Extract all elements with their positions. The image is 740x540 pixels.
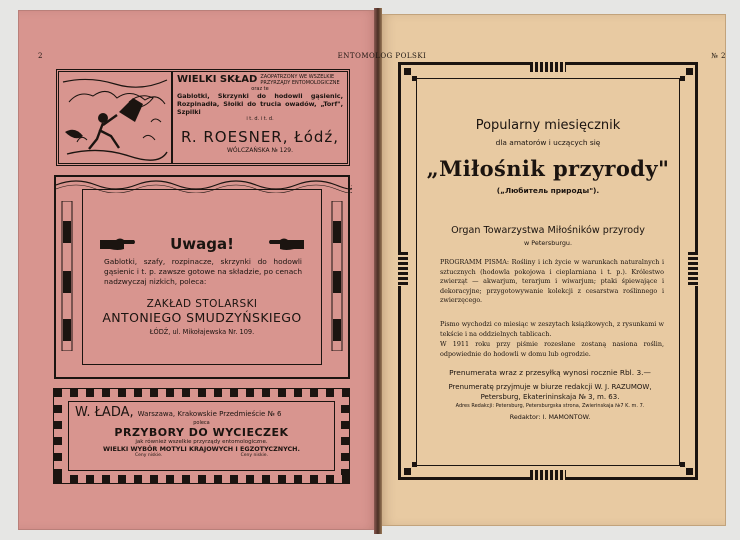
redaktor: Redaktor: I. MAMONTOW. xyxy=(509,413,591,421)
ceny-left: Ceny niskie. xyxy=(135,453,163,458)
corner-square xyxy=(404,68,411,75)
insect-collector-illustration xyxy=(59,72,173,163)
corner-square xyxy=(404,468,411,475)
lada-address: Warszawa, Krakowskie Przedmieście № 6 xyxy=(137,410,282,418)
corner-square xyxy=(412,76,417,81)
checker-border-left xyxy=(54,397,62,475)
checker-border-bottom xyxy=(54,475,349,483)
corner-square xyxy=(412,462,417,467)
corner-square xyxy=(680,462,685,467)
ad-roesner xyxy=(56,69,350,166)
zaklad-stolarski: ZAKŁAD STOLARSKI xyxy=(146,298,258,310)
lada-jak: jak również wszelkie przyrządy entomologiczne. xyxy=(135,439,268,445)
dla-amatorow: dla amatorów i uczących się xyxy=(495,138,601,147)
journal-title: ENTOMOLOG POLSKI xyxy=(337,52,427,60)
corner-square xyxy=(680,76,685,81)
przybory: PRZYBORY DO WYCIECZEK xyxy=(114,426,289,439)
milosnik-title: „Miłośnik przyrody" xyxy=(426,156,670,181)
oraz: oraz te xyxy=(251,86,269,92)
right-column-ornament-icon xyxy=(330,201,344,351)
book-spine xyxy=(374,8,382,534)
smudzynski-name: ANTONIEGO SMUDZYŃSKIEGO xyxy=(102,310,302,325)
lada-name: W. ŁADA, xyxy=(75,405,134,420)
przyjmuje: Prenumeratę przyjmuje w biurze redakcji W. J. RAZUMOW, Petersburg, Ekaterininskaja № 3, m. 63. xyxy=(448,383,652,401)
rok-1911: W 1911 roku przy piśmie rozesłane zostaną nasiona roślin, odpowiednie do hodowli w domu lub ogrodzie. xyxy=(440,340,664,358)
corner-square xyxy=(686,468,693,475)
bottom-bar-ornament xyxy=(530,470,566,480)
russian-title: („Любитель природы"). xyxy=(496,186,600,195)
popularny: Popularny miesięcznik xyxy=(475,118,621,133)
illustration-icon xyxy=(59,72,171,163)
ad-lada xyxy=(53,388,350,484)
roesner-body: Gablotki, Skrzynki do hodowli gąsienic, Rozpinadła, Słoiki do trucia owadów, „Torf", Szpilki xyxy=(177,92,343,116)
roesner-text xyxy=(173,72,347,163)
zaopatrzony: ZAOPATRZONY WE WSZELKIE PRZYRZĄDY ENTOMOLOGICZNE xyxy=(260,74,340,86)
pointing-hand-right-icon xyxy=(100,237,136,251)
lada-poleca: poleca xyxy=(193,420,210,426)
uwaga-body: Gablotki, szafy, rozpinacze, skrzynki do hodowli gąsienic i t. p. zawsze gotowe na składzie, po cenach nadzwyczaj nizkich, poleca: xyxy=(104,257,302,286)
roesner-etc: i t. d. i t. d. xyxy=(246,116,274,122)
left-bar-ornament xyxy=(398,252,408,286)
uwaga-heading: Uwaga! xyxy=(170,235,234,253)
roesner-address: WÓLCZAŃSKA № 129. xyxy=(226,147,294,154)
wielki-sklad: WIELKI SKŁAD xyxy=(177,74,258,85)
city: w Petersburgu. xyxy=(524,239,572,247)
checker-border-right xyxy=(341,397,349,475)
lada-wielki: WIELKI WYBÓR MOTYLI KRAJOWYCH I EGZOTYCZNYCH. xyxy=(103,445,300,453)
corner-square xyxy=(686,68,693,75)
pismo: Pismo wychodzi co miesiąc w zeszytach książkowych, z rysunkami w tekście i na oddzielnych tablicach. xyxy=(440,320,664,338)
roesner-name: R. ROESNER, Łódź, xyxy=(180,128,340,146)
ceny-right: Ceny niskie. xyxy=(240,453,268,458)
programm: PROGRAMM PISMA: Rośliny i ich życie w warunkach naturalnych i sztucznych (hodowla pokojowa i cieplarniana i t. p.). Królestwo zwierząt — akwarjum, terarjum i wiwarjum; ptaki śpiewające i dekoracyjne; przygotowywanie kolekcji z cesarstwa roślinnego i zwierzęcego. xyxy=(440,258,664,305)
right-bar-ornament xyxy=(688,252,698,286)
top-bar-ornament xyxy=(530,62,566,72)
ad-smudzynski xyxy=(54,175,350,379)
pointing-hand-left-icon xyxy=(268,237,304,251)
page-number: 2 xyxy=(38,52,43,60)
prenumerata: Prenumerata wraz z przesyłką wynosi rocznie Rbl. 3.— xyxy=(449,368,651,377)
checker-border-top xyxy=(54,389,349,397)
lada-text xyxy=(68,401,335,471)
smudzynski-address: ŁÓDŹ, ul. Mikołajewska Nr. 109. xyxy=(149,328,255,336)
adres-redakcji: Adres Redakcji: Petersburg, Petersburgska strona, Zwierinskaja №7 K. m. 7. xyxy=(455,403,645,409)
organ: Organ Towarzystwa Miłośników przyrody xyxy=(451,225,645,236)
issue-number: № 2 xyxy=(711,52,726,60)
left-column-ornament-icon xyxy=(60,201,74,351)
